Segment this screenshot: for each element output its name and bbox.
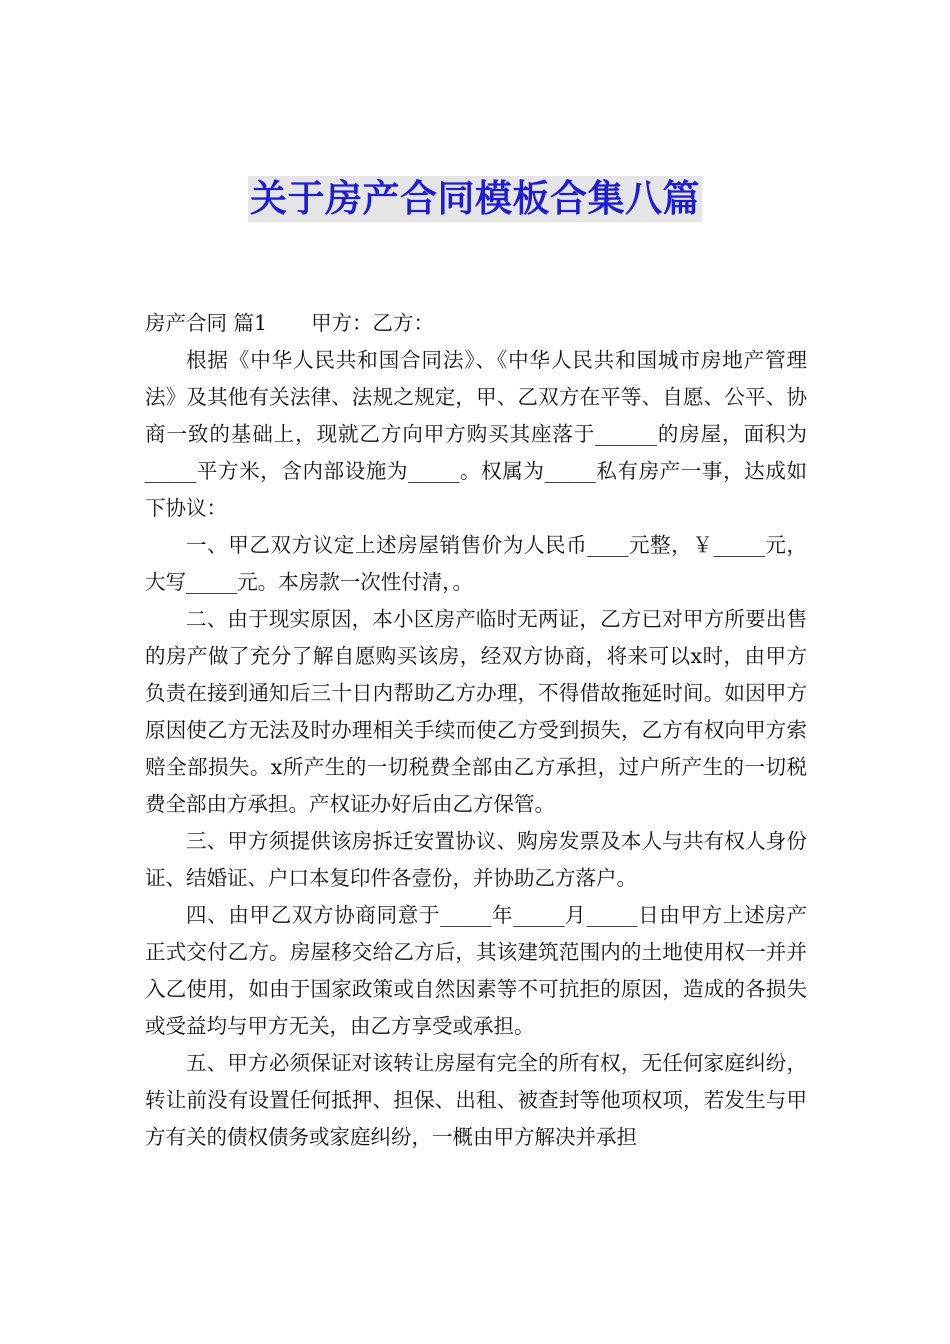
paragraph-clause-1: 一、甲乙双方议定上述房屋销售价为人民币____元整，￥_____元，大写_____元。本房款一次性付清，。 [145,533,807,594]
paragraph-clause-5: 五、甲方必须保证对该转让房屋有完全的所有权，无任何家庭纠纷，转让前没有设置任何抵押、担保、出租、被查封等他项权项，若发生与甲方有关的债权债务或家庭纠纷，一概由甲方解决并承担 [145,1051,807,1149]
document-body [145,305,807,1156]
document-title: 关于房产合同模板合集八篇 [250,177,700,220]
paragraph-clause-4: 四、由甲乙双方协商同意于_____年_____月_____日由甲方上述房产正式交付乙方。房屋移交给乙方后，其该建筑范围内的土地使用权一并并入乙使用，如由于国家政策或自然因素等不可抗拒的原因，造成的各损失或受益均与甲方无关，由乙方享受或承担。 [145,903,807,1038]
section-header [145,305,807,342]
parties-label: 甲方：乙方： [311,311,435,335]
paragraph-intro: 根据《中华人民共和国合同法》、《中华人民共和国城市房地产管理法》及其他有关法律、法规之规定，甲、乙双方在平等、自愿、公平、协商一致的基础上，现就乙方向甲方购买其座落于______的房屋，面积为_____平方米，含内部设施为_____。权属为_____私有房产一事，达成如下协议： [145,348,807,520]
section-label: 房产合同 篇1 [145,311,268,335]
title-container [0,176,950,222]
paragraph-clause-2: 二、由于现实原因，本小区房产临时无两证，乙方已对甲方所要出售的房产做了充分了解自愿购买该房，经双方协商，将来可以x时，由甲方负责在接到通知后三十日内帮助乙方办理，不得借故拖延时间。如因甲方原因使乙方无法及时办理相关手续而使乙方受到损失，乙方有权向甲方索赔全部损失。x所产生的一切税费全部由乙方承担，过户所产生的一切税费全部由方承担。产权证办好后由乙方保管。 [145,607,807,816]
paragraph-clause-3: 三、甲方须提供该房拆迁安置协议、购房发票及本人与共有权人身份证、结婚证、户口本复印件各壹份，并协助乙方落户。 [145,829,807,890]
